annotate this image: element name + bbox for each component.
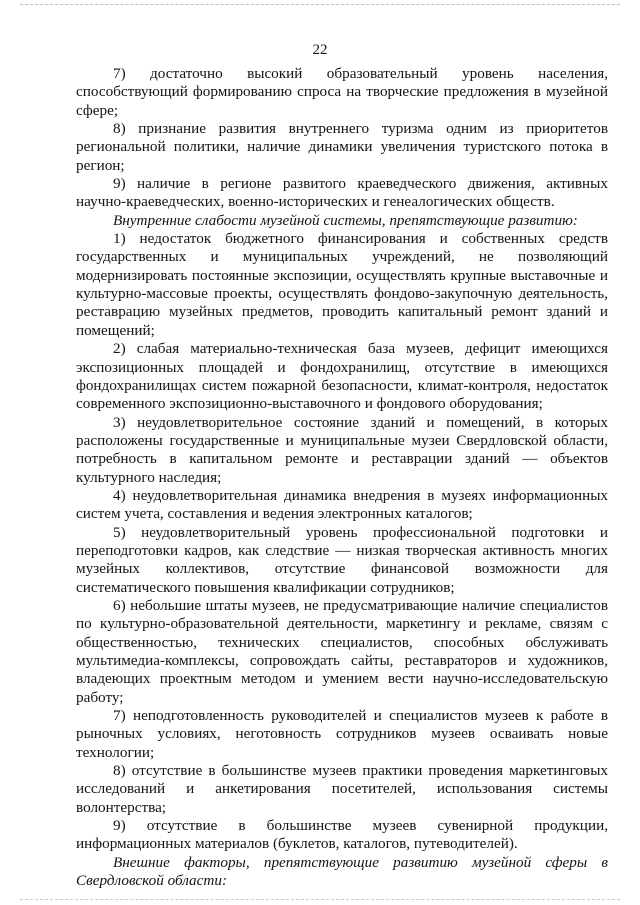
section-heading-weaknesses: Внутренние слабости музейной системы, препятствующие развитию: bbox=[113, 211, 578, 229]
paragraph-weakness-8: 8) отсутствие в большинстве музеев практики проведения маркетинговых исследований и анкетирования посетителей, использования системы волонтерства; bbox=[76, 762, 608, 816]
paragraph-strength-9: 9) наличие в регионе развитого краеведческого движения, активных научно-краеведческих, военно-исторических и генеалогических обществ. bbox=[76, 175, 608, 211]
paragraph-weakness-7: 7) неподготовленность руководителей и специалистов музеев к работе в рыночных условиях, неготовность сотрудников музеев осваивать новые технологии; bbox=[76, 707, 608, 761]
paragraph-weakness-9: 9) отсутствие в большинстве музеев сувенирной продукции, информационных материалов (буклетов, каталогов, путеводителей). bbox=[76, 817, 608, 853]
scan-bottom-edge bbox=[20, 899, 620, 900]
paragraph-strength-7: 7) достаточно высокий образовательный уровень населения, способствующий формированию спроса на творческие предложения в музейной сфере; bbox=[76, 65, 608, 119]
paragraph-weakness-6: 6) небольшие штаты музеев, не предусматривающие наличие специалистов по культурно-образовательной деятельности, маркетингу и рекламе, связям с общественностью, технических специалистов, способных обслуживать мультимедиа-комплексы, сопровождать сайты, реставраторов и художников, владеющих проектным методом и умением вести научно-исследовательскую работу; bbox=[76, 596, 608, 706]
paragraph-weakness-1: 1) недостаток бюджетного финансирования и собственных средств государственных и муниципальных учреждений, не позволяющий модернизировать постоянные экспозиции, осуществлять крупные выставочные и культурно-массовые проекты, осуществлять фондово-закупочную деятельность, реставрацию музейных предметов, проводить капитальный ремонт зданий и помещений; bbox=[76, 230, 608, 339]
paragraph-weakness-5: 5) неудовлетворительный уровень профессиональной подготовки и переподготовки кадров, как следствие — низкая творческая активность многих музейных коллективов, отсутствие финансовой возможности для систематического повышения квалификации сотрудников; bbox=[76, 523, 608, 596]
page-number: 22 bbox=[312, 42, 328, 58]
paragraph-weakness-4: 4) неудовлетворительная динамика внедрения в музеях информационных систем учета, составления и ведения электронных каталогов; bbox=[76, 486, 608, 523]
section-heading-external-factors: Внешние факторы, препятствующие развитию музейной сферы в Свердловской области: bbox=[76, 853, 608, 890]
paragraph-strength-8: 8) признание развития внутреннего туризма одним из приоритетов региональной политики, наличие динамики увеличения туристского потока в регион; bbox=[76, 120, 608, 174]
document-body bbox=[76, 65, 608, 890]
paragraph-weakness-2: 2) слабая материально-техническая база музеев, дефицит имеющихся экспозиционных площадей и фондохранилищ, отсутствие в имеющихся фондохранилищах систем пожарной безопасности, климат-контроля, недостаток современного экспозиционно-выставочного и фондового оборудования; bbox=[76, 340, 608, 413]
paragraph-weakness-3: 3) неудовлетворительное состояние зданий и помещений, в которых расположены государственные и муниципальные музеи Свердловской области, потребность в капитальном ремонте и реставрации зданий — объектов культурного наследия; bbox=[76, 413, 608, 486]
scan-top-edge bbox=[20, 4, 620, 5]
